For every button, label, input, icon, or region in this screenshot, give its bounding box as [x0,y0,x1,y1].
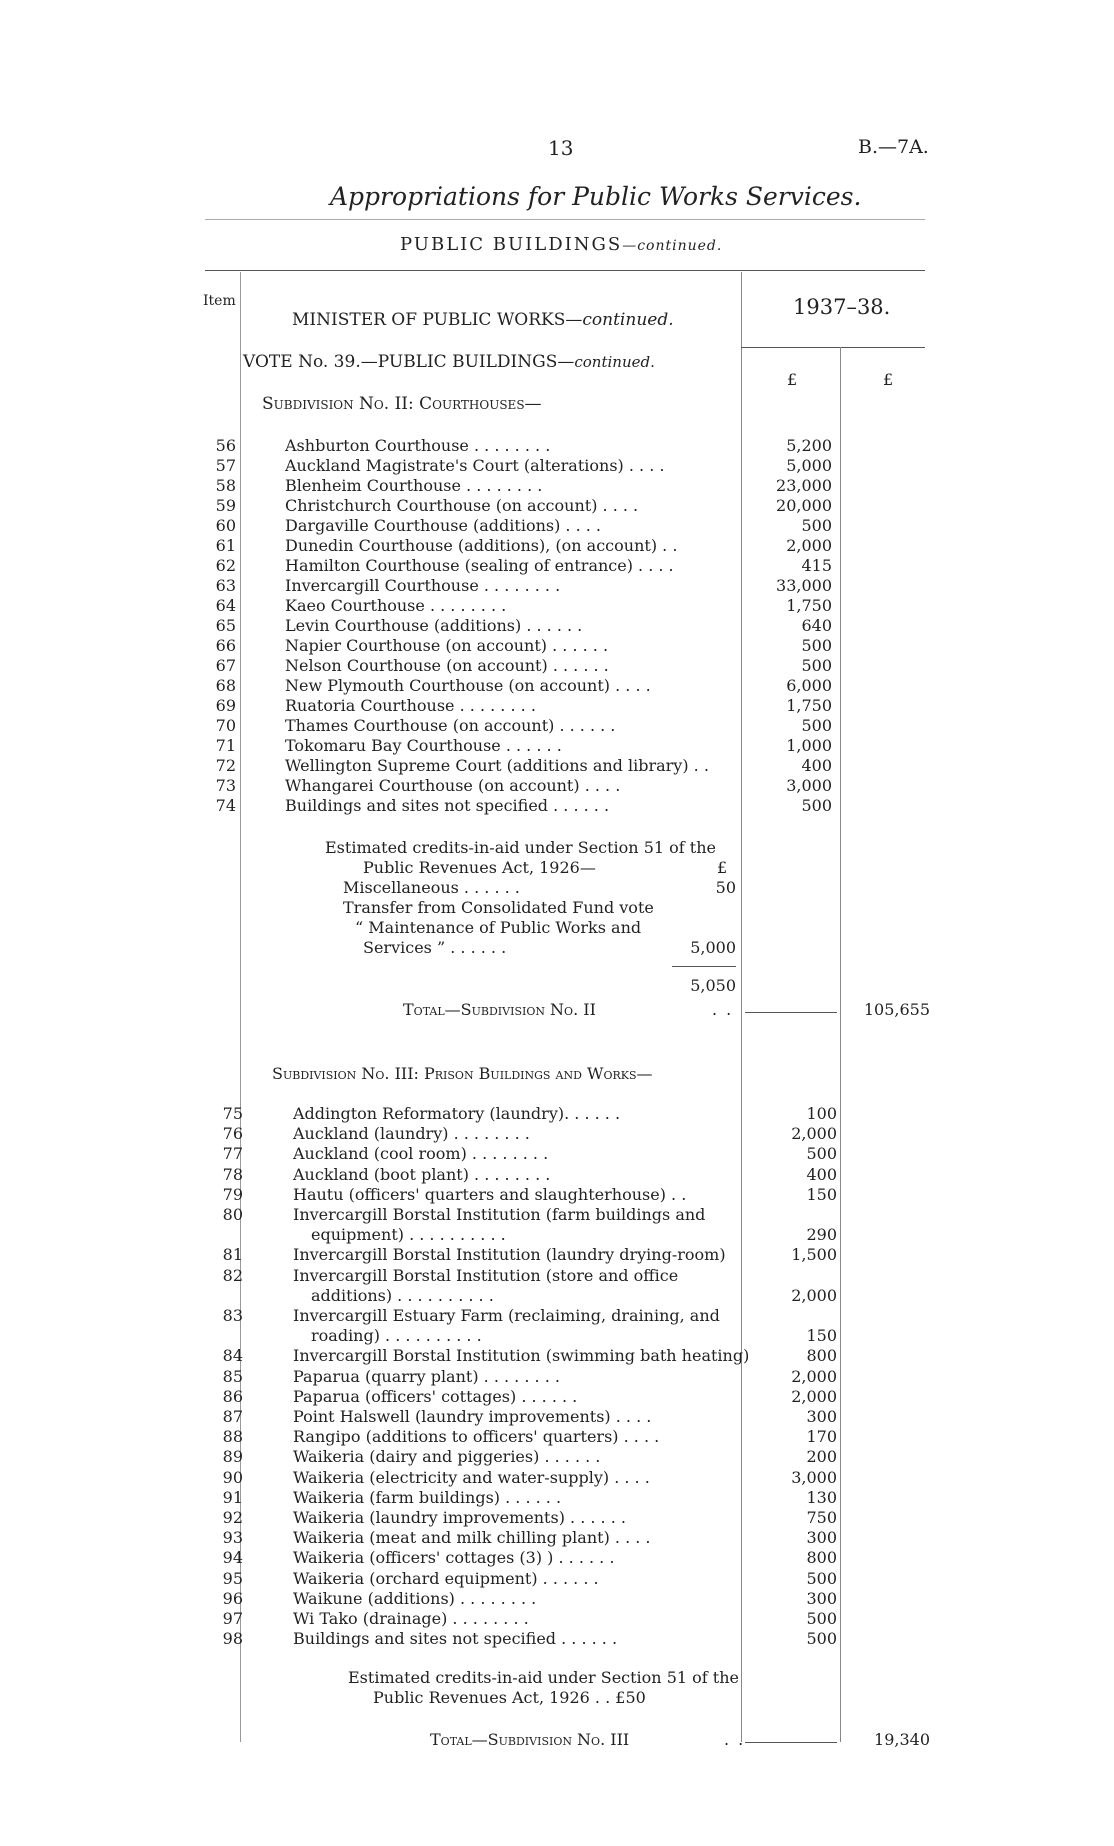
item-amount: 150 [806,1184,837,1204]
sub3-total-rule [745,1742,837,1743]
item-description-continued: roading) . . . . . . . . . . [311,1326,482,1346]
item-number: 98 [222,1629,243,1649]
sub2-credits-pound: £ [717,858,728,877]
item-number: 84 [222,1346,243,1366]
item-description: Invercargill Courthouse . . . . . . . . [285,576,561,595]
item-number: 68 [215,676,236,695]
item-description: Invercargill Borstal Institution (store and office [293,1265,679,1285]
item-amount: 100 [806,1104,837,1123]
vote-heading-continued: continued. [574,353,655,371]
sub2-total-label: Total—Subdivision No. II [403,1000,596,1019]
subdivision-three-heading: Subdivision No. III: Prison Buildings and Works— [272,1064,653,1083]
item-description: Auckland (boot plant) . . . . . . . . [293,1164,551,1184]
item-number: 92 [222,1508,243,1527]
item-amount: 290 [806,1225,837,1245]
item-number: 88 [222,1427,243,1447]
item-description: Blenheim Courthouse . . . . . . . . [285,476,543,495]
item-amount: 6,000 [786,676,832,695]
item-amount: 5,000 [786,456,832,475]
item-amount: 130 [806,1487,837,1507]
item-amount: 2,000 [791,1285,837,1305]
item-number: 83 [222,1306,243,1325]
item-amount: 300 [806,1588,837,1608]
item-description: Wi Tako (drainage) . . . . . . . . [293,1609,529,1628]
item-description: Tokomaru Bay Courthouse . . . . . . [285,736,562,755]
item-number: 93 [222,1528,243,1548]
item-number: 56 [215,436,236,455]
item-number: 97 [222,1609,243,1628]
document-reference: B.—7A. [858,136,929,158]
item-amount: 170 [806,1427,837,1447]
item-description: Whangarei Courthouse (on account) . . . . [285,776,621,795]
item-number: 81 [222,1245,243,1265]
item-description-continued: equipment) . . . . . . . . . . [311,1225,506,1245]
item-description: Invercargill Borstal Institution (laundry drying-room) [293,1245,726,1265]
item-amount: 750 [806,1508,837,1527]
item-description: Invercargill Borstal Institution (farm buildings and [293,1205,706,1224]
item-amount: 500 [801,656,832,675]
item-amount: 500 [806,1568,837,1588]
item-description-continued: additions) . . . . . . . . . . [311,1285,494,1305]
item-amount: 415 [801,556,832,575]
item-number: 90 [222,1467,243,1487]
item-number: 87 [222,1407,243,1426]
item-amount: 500 [801,516,832,535]
column-one-unit: £ [787,370,798,389]
item-description: Wellington Supreme Court (additions and library) . . [285,756,709,775]
item-number: 96 [222,1588,243,1608]
vote-heading [243,352,655,372]
item-number: 73 [215,776,236,795]
item-description: Waikeria (dairy and piggeries) . . . . . . [293,1447,601,1467]
minister-heading-continued: continued. [582,310,674,330]
item-description: Waikeria (farm buildings) . . . . . . [293,1487,562,1507]
item-description: Waikune (additions) . . . . . . . . [293,1588,537,1608]
item-number: 74 [215,796,236,815]
item-description: Napier Courthouse (on account) . . . . . . [285,636,609,655]
item-amount: 1,750 [786,596,832,615]
sub3-credits-line2: Public Revenues Act, 1926 . . £50 [373,1688,646,1707]
item-description: Ashburton Courthouse . . . . . . . . [285,436,551,455]
item-description: Invercargill Borstal Institution (swimming bath heating) [293,1346,750,1366]
item-description: Buildings and sites not specified . . . . . . [285,796,610,815]
item-amount: 500 [806,1609,837,1628]
item-description: Auckland (cool room) . . . . . . . . [293,1144,549,1164]
sub2-credits-misc-label: Miscellaneous . . . . . . [343,878,520,897]
title-rule [205,219,925,220]
item-description: Hamilton Courthouse (sealing of entrance) . . . . [285,556,674,575]
item-amount: 300 [806,1407,837,1426]
item-amount: 500 [806,1144,837,1164]
item-amount: 640 [801,616,832,635]
item-description: Hautu (officers' quarters and slaughterhouse) . . [293,1184,687,1204]
item-number: 64 [215,596,236,615]
section-subtitle-text: PUBLIC BUILDINGS [400,234,623,255]
item-number: 82 [222,1265,243,1285]
item-number: 94 [222,1548,243,1568]
year-header-rule [741,347,925,348]
sub2-credits-sum-rule [672,966,736,967]
sub2-total-amount: 105,655 [863,1000,930,1019]
item-number: 58 [215,476,236,495]
item-description: Thames Courthouse (on account) . . . . . . [285,716,616,735]
item-description: Auckland (laundry) . . . . . . . . [293,1124,530,1144]
sub2-credits-sum: 5,050 [690,976,736,995]
item-number: 57 [215,456,236,475]
column-two-unit: £ [883,370,894,389]
sub2-credits-line1: Estimated credits-in-aid under Section 51 of the [325,838,716,857]
page-number: 13 [548,136,574,160]
item-number: 80 [222,1205,243,1224]
item-description: Dargaville Courthouse (additions) . . . . [285,516,602,535]
amount-column-rule-left [741,272,742,1742]
item-number: 63 [215,576,236,595]
item-amount: 23,000 [776,476,832,495]
page-title: Appropriations for Public Works Services. [330,182,862,211]
item-description: Addington Reformatory (laundry). . . . . . [293,1104,621,1123]
item-amount: 500 [801,796,832,815]
item-amount: 3,000 [791,1467,837,1487]
minister-heading [292,310,674,330]
item-description: Waikeria (electricity and water-supply) . . . . [293,1467,650,1487]
item-amount: 2,000 [791,1386,837,1406]
item-amount: 1,500 [791,1245,837,1265]
item-number: 66 [215,636,236,655]
table-top-rule [205,270,925,271]
item-amount: 500 [806,1629,837,1649]
item-description: Invercargill Estuary Farm (reclaiming, draining, and [293,1306,720,1325]
item-amount: 33,000 [776,576,832,595]
item-number: 78 [222,1164,243,1184]
item-amount: 3,000 [786,776,832,795]
item-amount: 300 [806,1528,837,1548]
item-column-header: Item [203,293,236,309]
section-subtitle-continued: —continued. [622,238,723,254]
item-description: Auckland Magistrate's Court (alterations) . . . . [285,456,665,475]
sub3-credits-line1: Estimated credits-in-aid under Section 51 of the [348,1668,739,1687]
item-description: Waikeria (officers' cottages (3) ) . . . . . . [293,1548,615,1568]
item-description: Rangipo (additions to officers' quarters) . . . . [293,1427,660,1447]
item-amount: 20,000 [776,496,832,515]
amount-column-rule-middle [840,347,841,1742]
item-number: 65 [215,616,236,635]
item-description: Waikeria (laundry improvements) . . . . . . [293,1508,626,1527]
section-subtitle [400,234,722,255]
sub3-total-label: Total—Subdivision No. III [430,1730,630,1749]
sub3-total-dots: . . [724,1730,746,1749]
item-amount: 2,000 [791,1366,837,1386]
item-number: 67 [215,656,236,675]
item-description: Kaeo Courthouse . . . . . . . . [285,596,507,615]
item-number: 91 [222,1487,243,1507]
item-amount: 400 [806,1164,837,1184]
item-number: 62 [215,556,236,575]
sub2-credits-transfer-line1: Transfer from Consolidated Fund vote [343,898,654,917]
item-description: Nelson Courthouse (on account) . . . . . . [285,656,609,675]
item-number: 95 [222,1568,243,1588]
item-description: Buildings and sites not specified . . . . . . [293,1629,618,1649]
sub2-credits-line2: Public Revenues Act, 1926— [363,858,596,877]
item-number: 61 [215,536,236,555]
item-number: 75 [222,1104,243,1123]
item-amount: 800 [806,1548,837,1568]
subdivision-two-heading: Subdivision No. II: Courthouses— [262,394,542,414]
item-description: Paparua (officers' cottages) . . . . . . [293,1386,578,1406]
item-number: 60 [215,516,236,535]
sub2-credits-transfer-amount: 5,000 [690,938,736,957]
sub2-credits-transfer-line2: “ Maintenance of Public Works and [355,918,642,937]
item-description: Waikeria (orchard equipment) . . . . . . [293,1568,599,1588]
item-amount: 800 [806,1346,837,1366]
sub2-total-rule [745,1012,837,1013]
item-number: 76 [222,1124,243,1144]
item-description: Paparua (quarry plant) . . . . . . . . [293,1366,560,1386]
item-amount: 400 [801,756,832,775]
item-amount: 150 [806,1326,837,1346]
item-amount: 5,200 [786,436,832,455]
item-amount: 500 [801,636,832,655]
item-number: 77 [222,1144,243,1164]
sub2-total-dots: . . [712,1000,734,1019]
item-amount: 1,750 [786,696,832,715]
item-description: Ruatoria Courthouse . . . . . . . . [285,696,536,715]
item-number: 72 [215,756,236,775]
year-heading: 1937–38. [793,295,891,319]
item-number: 86 [222,1386,243,1406]
item-amount: 1,000 [786,736,832,755]
item-description: New Plymouth Courthouse (on account) . . . . [285,676,651,695]
item-description: Levin Courthouse (additions) . . . . . . [285,616,583,635]
minister-heading-text: MINISTER OF PUBLIC WORKS— [292,310,583,330]
item-description: Waikeria (meat and milk chilling plant) . . . . [293,1528,651,1548]
item-description: Christchurch Courthouse (on account) . . . . [285,496,639,515]
item-number: 85 [222,1366,243,1386]
item-number: 79 [222,1184,243,1204]
item-number: 71 [215,736,236,755]
sub2-credits-misc-amount: 50 [715,878,736,897]
item-description: Point Halswell (laundry improvements) . . . . [293,1407,652,1426]
item-number: 69 [215,696,236,715]
sub2-credits-transfer-line3: Services ” . . . . . . [363,938,507,957]
item-number: 59 [215,496,236,515]
item-number: 70 [215,716,236,735]
item-amount: 2,000 [791,1124,837,1144]
item-amount: 2,000 [786,536,832,555]
item-amount: 500 [801,716,832,735]
item-description: Dunedin Courthouse (additions), (on account) . . [285,536,678,555]
item-amount: 200 [806,1447,837,1467]
vote-heading-text: VOTE No. 39.—PUBLIC BUILDINGS— [243,352,575,372]
sub3-total-amount: 19,340 [874,1730,930,1749]
item-number: 89 [222,1447,243,1467]
